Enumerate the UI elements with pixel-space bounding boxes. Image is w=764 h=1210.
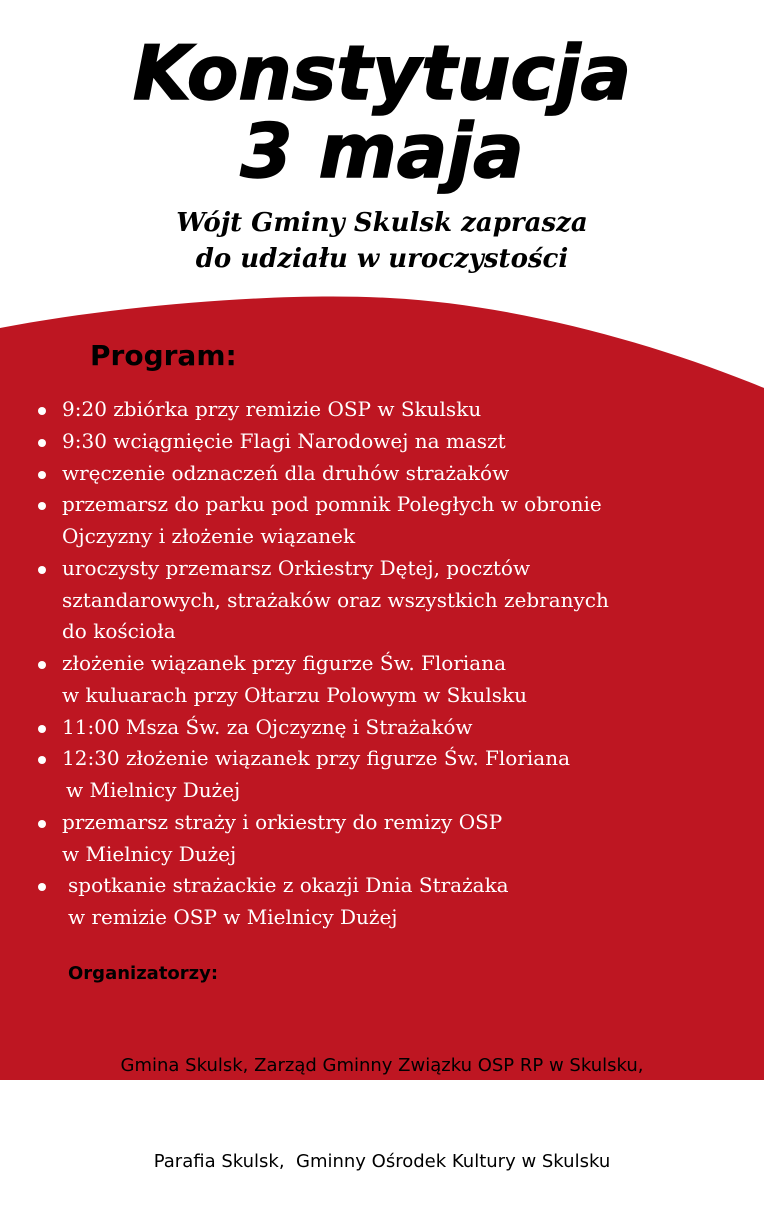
- program-item-line: Ojczyzny i złożenie wiązanek: [62, 524, 356, 548]
- organizers-list: [0, 986, 764, 1210]
- program-item-line: sztandarowych, strażaków oraz wszystkich zebranych: [62, 587, 609, 612]
- bullet-dot-icon: [38, 820, 46, 828]
- program-item-line: w kuluarach przy Ołtarzu Polowym w Skulsku: [62, 682, 528, 707]
- invitation-text: [0, 205, 764, 277]
- program-item-line: przemarsz straży i orkiestry do remizy OSP: [62, 809, 503, 834]
- program-item-line: 12:30 złożenie wiązanek przy figurze Św. Floriana: [62, 746, 571, 771]
- program-item: [0, 712, 764, 744]
- program-item-line: w Mielnicy Dużej: [66, 778, 241, 802]
- program-item-line: 9:30 wciągnięcie Flagi Narodowej na maszt: [62, 428, 506, 453]
- bullet-dot-icon: [38, 566, 46, 574]
- organizers-line: Parafia Skulsk, Gminny Ośrodek Kultury w Skulsku: [153, 1151, 611, 1172]
- bullet-dot-icon: [38, 502, 46, 510]
- poster-title: Konstytucja: [132, 29, 632, 117]
- program-item-line: uroczysty przemarsz Orkiestry Dętej, pocztów: [62, 555, 531, 580]
- poster-date-title: 3 maja: [240, 107, 524, 195]
- program-item: [0, 807, 764, 871]
- bullet-dot-icon: [38, 407, 46, 415]
- bullet-dot-icon: [38, 471, 46, 479]
- program-item: [0, 553, 764, 648]
- program-item-line: w remizie OSP w Mielnicy Dużej: [68, 905, 398, 929]
- program-list: [0, 394, 764, 934]
- program-item-line: złożenie wiązanek przy figurze Św. Floriana: [62, 651, 507, 675]
- bullet-dot-icon: [38, 725, 46, 733]
- program-item: [0, 426, 764, 458]
- program-item: [0, 489, 764, 553]
- program-item: [0, 743, 764, 807]
- bullet-dot-icon: [38, 883, 46, 891]
- program-item: [0, 394, 764, 426]
- program-item: [0, 458, 764, 490]
- program-item: [0, 648, 764, 712]
- program-item: [0, 870, 764, 934]
- bullet-dot-icon: [38, 439, 46, 447]
- bullet-dot-icon: [38, 661, 46, 669]
- program-item-line: przemarsz do parku pod pomnik Poległych w obronie: [62, 492, 602, 517]
- organizers-heading: Organizatorzy:: [68, 963, 219, 984]
- program-item-line: wręczenie odznaczeń dla druhów strażaków: [62, 460, 510, 485]
- bullet-dot-icon: [38, 756, 46, 764]
- invitation-line-2: do udziału w uroczystości: [195, 244, 569, 274]
- organizers-line: Gmina Skulsk, Zarząd Gminny Związku OSP RP w Skulsku,: [120, 1055, 644, 1076]
- program-item-line: 9:20 zbiórka przy remizie OSP w Skulsku: [62, 397, 482, 421]
- program-item-line: 11:00 Msza Św. za Ojczyznę i Strażaków: [62, 714, 473, 739]
- program-item-line: spotkanie strażackie z okazji Dnia Strażaka: [68, 873, 509, 898]
- program-item-line: w Mielnicy Dużej: [62, 841, 237, 866]
- program-heading: Program:: [90, 339, 237, 372]
- program-item-line: do kościoła: [62, 619, 176, 644]
- invitation-line-1: Wójt Gminy Skulsk zaprasza: [176, 208, 588, 238]
